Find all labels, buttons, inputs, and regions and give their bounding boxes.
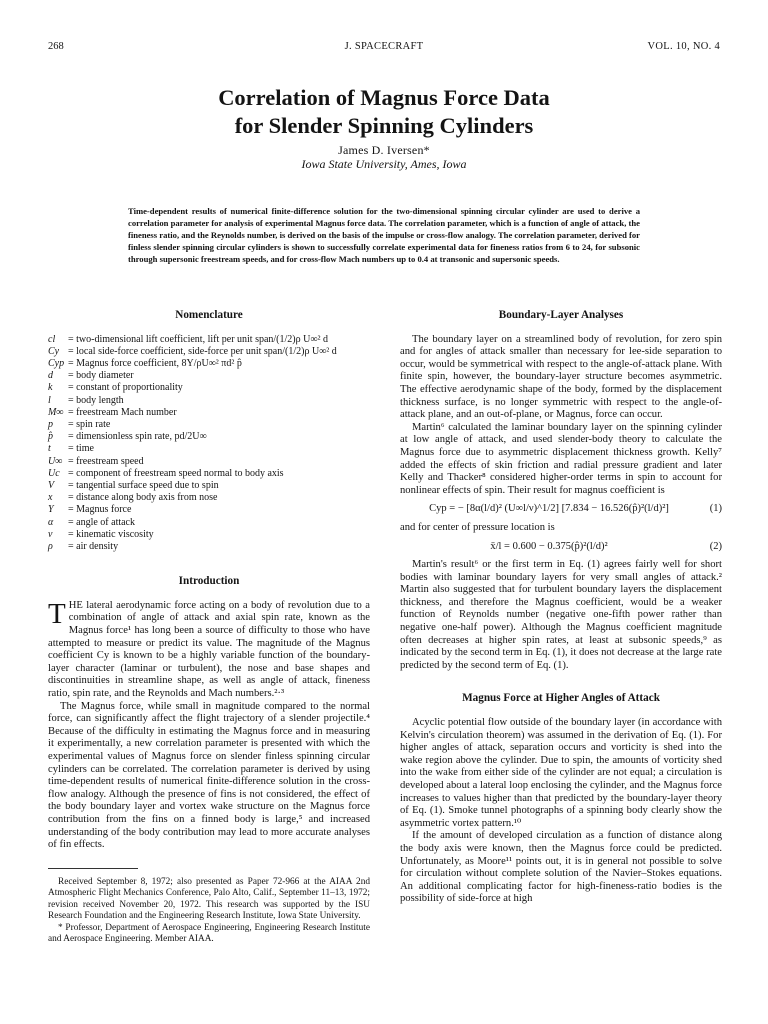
boundary-layer-paragraph-2: Martin⁶ calculated the laminar boundary layer on the spinning cylinder at low angle of attack, and used slender-body theory to calculate the Magnus force due to asymmetric displacement thickness growth. Kelly⁷ added the effects of skin friction and radial pressure gradient and later Kelly and Thacker⁸ considered higher-order terms in spin to account for nonlinear effects of spin. Their result for magnus coefficient is [400, 421, 722, 496]
nomenclature-symbol: M∞ [48, 406, 64, 418]
nomenclature-row [48, 456, 370, 468]
nomenclature-row [48, 382, 370, 394]
equation-1-number: (1) [709, 503, 722, 515]
boundary-layer-paragraph-1: The boundary layer on a streamlined body of revolution, for zero spin and for angles of attack smaller than necessary for lee-side separation to occur, would be symmetrical with respect to the angle-of-attack plane. With finite spin, however, the boundary-layer structure becomes asymmetric. The effective aerodynamic shape of the body, formed by the displacement thickness surface, is no longer symmetric with respect to the angle-of-attack plane, and an out-of-plane, or Magnus, force can occur. [400, 333, 722, 421]
nomenclature-definition: = component of freestream speed normal to body axis [68, 467, 284, 479]
nomenclature-definition: = spin rate [68, 419, 111, 431]
nomenclature-row [48, 529, 370, 541]
nomenclature-row [48, 517, 370, 529]
equation-1-body: Cyp = − [8α(l/d)² (U∞l/ν)^1/2] [7.834 − 16.526(p̂)²(l/d)²] [429, 503, 669, 515]
nomenclature-symbol: V [48, 480, 55, 492]
nomenclature-symbol: U∞ [48, 455, 63, 467]
nomenclature-row [48, 370, 370, 382]
nomenclature-row [48, 431, 370, 443]
higher-angles-paragraph-2: If the amount of developed circulation as a function of distance along the body axis were known, then the Magnus force could be predicted. Unfortunately, as Moore¹¹ points out, it is in general not possible to solve for circulation without complete solution of the Navier–Stokes equations. An additional complicating factor for high-fineness-ratio bodies is the possibility of side-force at high [400, 830, 722, 905]
nomenclature-symbol: cl [48, 333, 56, 345]
equation-2-number: (2) [709, 540, 722, 552]
intro-paragraph-1 [48, 597, 370, 701]
nomenclature-symbol: Uc [48, 467, 60, 479]
nomenclature-list [48, 334, 370, 554]
nomenclature-symbol: p [48, 419, 53, 431]
boundary-layer-paragraph-3: and for center of pressure location is [400, 521, 555, 533]
left-column [48, 309, 370, 946]
volume-issue: VOL. 10, NO. 4 [647, 41, 720, 52]
article-title [0, 84, 768, 140]
author-name: James D. Iversen* [338, 143, 430, 157]
equation-1 [400, 503, 722, 516]
nomenclature-definition: = time [68, 443, 94, 455]
introduction-heading: Introduction [178, 575, 240, 588]
nomenclature-row [48, 334, 370, 346]
nomenclature-definition: = constant of proportionality [68, 382, 183, 394]
nomenclature-definition: = local side-force coefficient, side-force per unit span/(1/2)ρ U∞² d [68, 345, 337, 357]
nomenclature-row [48, 443, 370, 455]
nomenclature-definition: = distance along body axis from nose [68, 492, 218, 504]
abstract: Time-dependent results of numerical finite-difference solution for the two-dimensional spinning circular cylinder are used to derive a correlation parameter for analysis of experimental Magnus force data. The correlation parameter, which is a function of angle of attack, the fineness ratio, and the Reynolds number, is derived on the basis of the impulse or cross-flow analogy. The correlation parameter, derived for finless slender spinning circular cylinders is shown to successfully correlate experimental data for fineness ratios from 6 to 24, for subsonic through supersonic freestream speeds, and for cross-flow Mach numbers up to 0.4 at transonic and supersonic speeds. [128, 205, 640, 264]
equation-2 [400, 541, 722, 554]
nomenclature-definition: = body diameter [68, 370, 134, 382]
nomenclature-definition: = angle of attack [68, 516, 135, 528]
nomenclature-symbol: Y [48, 504, 54, 516]
nomenclature-symbol: α [48, 516, 54, 528]
nomenclature-definition: = two-dimensional lift coefficient, lift per unit span/(1/2)ρ U∞² d [68, 333, 328, 345]
nomenclature-definition: = freestream speed [68, 455, 144, 467]
nomenclature-row [48, 358, 370, 370]
nomenclature-symbol: Cy [48, 345, 60, 357]
nomenclature-symbol: t [48, 443, 51, 455]
nomenclature-symbol: ρ [48, 541, 53, 553]
nomenclature-symbol: ν [48, 528, 53, 540]
title-line-1: Correlation of Magnus Force Data [218, 85, 550, 110]
nomenclature-symbol: Cyp [48, 358, 65, 369]
nomenclature-definition: = Magnus force [68, 504, 132, 516]
nomenclature-row [48, 395, 370, 407]
journal-name: J. SPACECRAFT [344, 41, 424, 52]
nomenclature-symbol: l [48, 394, 51, 406]
nomenclature-row [48, 504, 370, 516]
page-number: 268 [48, 41, 64, 52]
drop-cap: T [48, 597, 66, 630]
nomenclature-definition: = tangential surface speed due to spin [68, 480, 219, 492]
footnote-divider [48, 868, 138, 869]
boundary-layer-paragraph-4: Martin's result⁶ or the first term in Eq. (1) agrees fairly well for short bodies with laminar boundary layers for very small angles of attack.² Martin also suggested that for turbulent boundary layers the displacement thickness, and therefore the Magnus coefficient, would be a weaker function of Reynolds number (negative one-fifth power rather than negative one-half power). Although the Magnus coefficient magnitude often decreases at higher spin rates, at least at subsonic speeds,⁹ as indicated by the second term in Eq. (1), it does not decrease at the large rate predicted by the second term of Eq. (1). [400, 559, 722, 671]
higher-angles-heading: Magnus Force at Higher Angles of Attack [462, 692, 660, 705]
nomenclature-definition: = air density [68, 541, 119, 553]
nomenclature-row [48, 419, 370, 431]
nomenclature-symbol: k [48, 382, 53, 394]
nomenclature-row [48, 468, 370, 480]
nomenclature-definition: = kinematic viscosity [68, 528, 154, 540]
nomenclature-definition: = body length [68, 394, 124, 406]
running-header [48, 41, 720, 55]
nomenclature-row [48, 407, 370, 419]
nomenclature-definition: = freestream Mach number [68, 406, 177, 418]
author-affiliation: Iowa State University, Ames, Iowa [301, 157, 467, 171]
nomenclature-row [48, 346, 370, 358]
received-footnote: Received September 8, 1972; also presented as Paper 72-966 at the AIAA 2nd Atmospheric Flight Mechanics Conference, Palo Alto, Calif., September 11–13, 1972; revision received November 20, 1972. This research was supported by the ISU Research Foundation and the Engineering Research Institute, Iowa State University. [48, 876, 370, 922]
nomenclature-symbol: d [48, 370, 53, 382]
nomenclature-heading: Nomenclature [175, 309, 243, 321]
intro-paragraph-1-text: HE lateral aerodynamic force acting on a body of revolution due to a combination of angle of attack and axial spin rate, known as the Magnus force¹ has long been a source of difficulty to those who have attempted to measure or predict its value. The magnitude of the Magnus coefficient Cy is known to be a highly variable function of the boundary-layer character (laminar or turbulent), the nose and base shapes and discontinuities in streamline shape, as well as angle of attack, fineness ratio, spin rate, and the Reynolds and Mach numbers.²·³ [48, 599, 370, 699]
nomenclature-row [48, 480, 370, 492]
title-line-2: for Slender Spinning Cylinders [234, 113, 534, 138]
nomenclature-symbol: x [48, 492, 53, 504]
nomenclature-row [48, 541, 370, 553]
intro-paragraph-2: The Magnus force, while small in magnitude compared to the normal force, can significantly affect the flight trajectory of a slender projectile.⁴ Because of the difficulty in estimating the Magnus force and in measuring it experimentally, a new correlation parameter is presented with which the experimental values of Magnus force on slender finless spinning circular cylinders can be correlated. The correlation parameter is derived by using time-dependent results of numerical finite-difference solution in the cross-flow analogy. Although the presence of fins is not considered, the effect of the body boundary layer and vortex wake structure on the Magnus force contribution from the fins on a finned body is large,⁵ and increased understanding of the body contribution may lead to more accurate analyses of fin effects. [48, 700, 370, 851]
author-footnote: * Professor, Department of Aerospace Engineering, Engineering Research Institute and Aerospace Engineering. Member AIAA. [48, 922, 370, 945]
nomenclature-definition: = Magnus force coefficient, 8Y/ρU∞² πd² p̂ [68, 358, 242, 369]
equation-2-body: x̄/l = 0.600 − 0.375(p̂)²(l/d)² [490, 540, 608, 552]
nomenclature-row [48, 492, 370, 504]
nomenclature-symbol: p̂ [48, 431, 53, 443]
higher-angles-paragraph-1: Acyclic potential flow outside of the boundary layer (in accordance with Kelvin's circulation theorem) was assumed in the derivation of Eq. (1). For higher angles of attack, separation occurs and vorticity is shed into the wake region above the cylinder. Due to spin, the amounts of vorticity shed into the wake from either side of the cylinder are not equal; a circulation is developed about a lateral loop enclosing the cylinder, and the Magnus force increases to values higher than that predicted by the boundary-layer theory of Eq. (1). Smoke tunnel photographs of a spinning body clearly show the asymmetric vortex pattern.¹⁰ [400, 717, 722, 829]
boundary-layer-heading: Boundary-Layer Analyses [498, 309, 624, 321]
right-column [400, 309, 722, 906]
nomenclature-definition: = dimensionless spin rate, pd/2U∞ [68, 431, 207, 443]
